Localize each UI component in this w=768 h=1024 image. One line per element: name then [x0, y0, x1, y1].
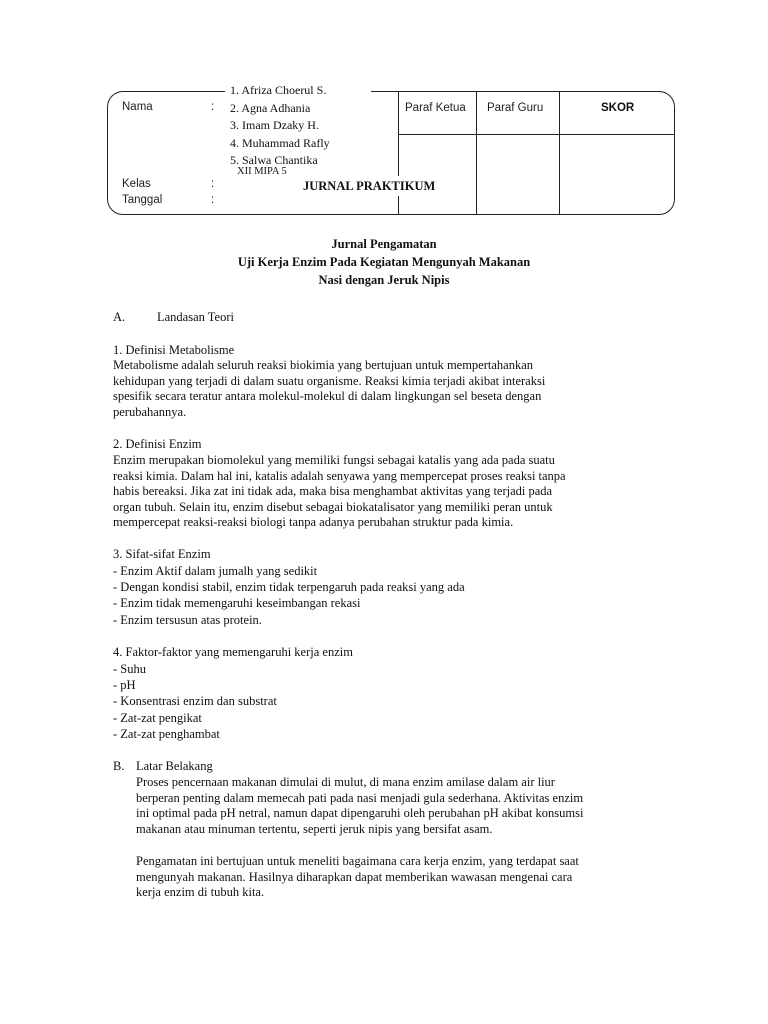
skor-label: SKOR	[601, 102, 635, 114]
member-item: 5. Salwa Chantika	[230, 153, 318, 167]
section-b-marker: B.	[113, 759, 125, 773]
paragraph-line: Metabolisme adalah seluruh reaksi biokimia yang bertujuan untuk mempertahankan	[113, 358, 534, 372]
paragraph-line: ini optimal pada pH netral, namun dapat dipengaruhi oleh perubahan pH akibat konsumsi	[136, 806, 584, 821]
paragraph-line: Proses pencernaan makanan dimulai di mulut, di mana enzim amilase dalam air liur	[136, 775, 555, 789]
tanggal-label: Tanggal	[122, 194, 163, 206]
class-value: XII MIPA 5	[237, 166, 287, 177]
member-item: 1. Afriza Choerul S.	[230, 83, 327, 97]
list-item: - Enzim tersusun atas protein.	[113, 612, 262, 627]
divider-signature-row	[398, 134, 674, 135]
title-line-3: Nasi dengan Jeruk Nipis	[318, 273, 450, 287]
member-item: 2. Agna Adhania	[230, 100, 311, 115]
paragraph-line: makanan atau minuman tertentu, seperti jeruk nipis yang bersifat asam.	[136, 821, 493, 836]
list-item: - Konsentrasi enzim dan substrat	[113, 694, 277, 709]
faktor-list	[113, 661, 277, 742]
paragraph-line: habis bereaksi. Jika zat ini tidak ada, maka bisa menghambat aktivitas yang terjadi pada	[113, 484, 553, 499]
enzim-paragraph	[113, 453, 676, 531]
latar-belakang-paragraph-1	[136, 775, 676, 837]
paraf-ketua-label: Paraf Ketua	[405, 102, 466, 114]
list-item: - pH	[113, 678, 136, 693]
list-item: - Enzim Aktif dalam jumalh yang sedikit	[113, 564, 318, 578]
enzim-heading: 2. Definisi Enzim	[113, 437, 202, 451]
metabolisme-heading: 1. Definisi Metabolisme	[113, 343, 235, 357]
title-line-1: Jurnal Pengamatan	[331, 237, 437, 251]
divider-skor	[559, 91, 560, 215]
nama-label: Nama	[122, 101, 153, 113]
list-item: - Zat-zat penghambat	[113, 726, 220, 741]
doc-heading: JURNAL PRAKTIKUM	[303, 179, 436, 193]
kelas-colon: :	[211, 178, 215, 190]
divider-paraf-ketua	[398, 91, 399, 215]
paragraph-line: berperan penting dalam memecah pati pada nasi menjadi gula sederhana. Aktivitas enzim	[136, 790, 584, 805]
latar-belakang-paragraph-2	[136, 854, 676, 901]
paragraph-line: mengunyah makanan. Hasilnya diharapkan dapat memberikan wawasan mengenai cara	[136, 869, 573, 884]
paragraph-line: kehidupan yang terjadi di dalam suatu organisme. Reaksi kimia terjadi akibat interaksi	[113, 373, 546, 388]
paragraph-line: perubahannya.	[113, 404, 187, 419]
sifat-list	[113, 563, 465, 628]
paragraph-line: kerja enzim di tubuh kita.	[136, 885, 265, 900]
title-line-2: Uji Kerja Enzim Pada Kegiatan Mengunyah Makanan	[237, 255, 531, 269]
member-item: 3. Imam Dzaky H.	[230, 118, 319, 132]
kelas-label: Kelas	[122, 178, 151, 190]
paragraph-line: Enzim merupakan biomolekul yang memiliki fungsi sebagai katalis yang ada pada suatu	[113, 453, 555, 467]
paragraph-line: mempercepat reaksi-reaksi biologi tanpa adanya perubahan struktur pada kimia.	[113, 515, 514, 530]
section-b-heading: Latar Belakang	[136, 759, 213, 773]
list-item: - Dengan kondisi stabil, enzim tidak terpengaruh pada reaksi yang ada	[113, 580, 465, 595]
section-a-heading: Landasan Teori	[157, 310, 234, 324]
paraf-guru-label: Paraf Guru	[487, 102, 544, 114]
list-item: - Zat-zat pengikat	[113, 710, 202, 725]
divider-paraf-guru	[476, 91, 477, 215]
paragraph-line: reaksi kimia. Dalam hal ini, katalis adalah senyawa yang mempercepat proses reaksi tanpa	[113, 468, 566, 483]
sifat-heading: 3. Sifat-sifat Enzim	[113, 547, 211, 561]
list-item: - Suhu	[113, 662, 146, 676]
list-item: - Enzim tidak memengaruhi keseimbangan rekasi	[113, 596, 361, 611]
paragraph-line: organ tubuh. Selain itu, enzim disebut sebagai biokatalisator yang memiliki peran untuk	[113, 499, 553, 514]
paragraph-line: spesifik secara teratur antara molekul-molekul di dalam lingkungan sel beseta dengan	[113, 389, 542, 404]
section-a-marker: A.	[113, 310, 126, 324]
member-item: 4. Muhammad Rafly	[230, 135, 330, 150]
tanggal-colon: :	[211, 194, 215, 206]
metabolisme-paragraph	[113, 358, 676, 420]
header-form-box	[107, 91, 675, 215]
paragraph-line: Pengamatan ini bertujuan untuk meneliti bagaimana cara kerja enzim, yang terdapat saat	[136, 854, 579, 868]
member-list	[230, 82, 330, 170]
nama-colon: :	[211, 101, 215, 113]
faktor-heading: 4. Faktor-faktor yang memengaruhi kerja enzim	[113, 645, 353, 659]
